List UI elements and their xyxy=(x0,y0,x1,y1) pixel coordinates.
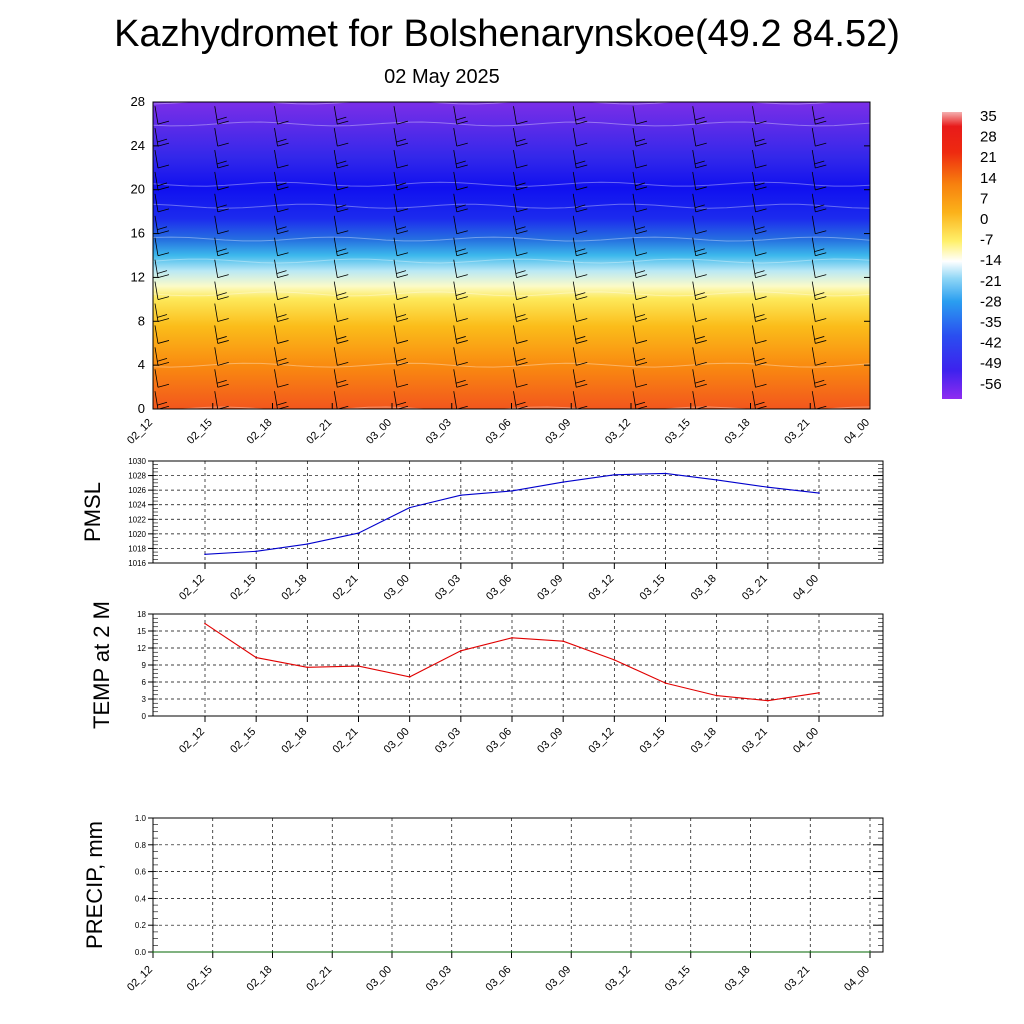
heatmap-y-tick-label: 0 xyxy=(137,401,145,416)
temp-x-tick-label: 03_03 xyxy=(432,725,463,756)
precip-x-tick-label: 03_06 xyxy=(483,963,514,994)
wind-barb-flag xyxy=(875,209,886,212)
heatmap-x-tick-label: 02_12 xyxy=(125,416,156,447)
precip-x-tick-label: 02_12 xyxy=(125,963,156,994)
precip-x-tick-label: 03_12 xyxy=(603,963,634,994)
heatmap-x-ticks xyxy=(125,403,872,447)
temp-data-point xyxy=(665,682,667,684)
temp-data-point xyxy=(562,640,564,642)
wind-barb-flag xyxy=(875,340,886,343)
wind-barb-staff xyxy=(872,128,875,146)
colorbar-label: -28 xyxy=(980,293,1002,311)
wind-barb-flag xyxy=(875,362,886,365)
colorbar xyxy=(942,108,1002,399)
temperature-heatmap-panel xyxy=(125,94,886,447)
temp-data-point xyxy=(409,676,411,678)
pmsl-y-axis-label: PMSL xyxy=(80,482,105,542)
colorbar-label: 35 xyxy=(980,108,997,125)
precip-data-point xyxy=(869,951,871,953)
precip-x-tick-label: 03_15 xyxy=(662,963,693,994)
wind-barb-staff xyxy=(872,369,875,387)
heatmap-x-tick-label: 03_21 xyxy=(782,416,813,447)
precip-data-point xyxy=(152,951,154,953)
temp-data-point xyxy=(204,623,206,625)
colorbar-label: -35 xyxy=(980,314,1002,331)
precip-y-tick-label: 0.8 xyxy=(134,840,146,850)
pmsl-x-tick-label: 02_15 xyxy=(228,572,259,603)
temp-y-tick-label: 6 xyxy=(141,678,146,687)
pmsl-data-point xyxy=(614,474,616,476)
colorbar-label: -14 xyxy=(980,252,1002,270)
pmsl-x-tick-label: 03_18 xyxy=(688,572,719,603)
heatmap-y-tick-label: 16 xyxy=(130,225,145,241)
wind-barb-staff xyxy=(872,260,875,278)
wind-barb-flag xyxy=(875,319,886,322)
temp-y-tick-label: 18 xyxy=(137,610,146,619)
temp-x-tick-label: 03_06 xyxy=(484,725,515,756)
pmsl-x-tick-label: 03_06 xyxy=(484,572,515,603)
pmsl-x-tick-label: 03_09 xyxy=(535,572,566,603)
temp-data-point xyxy=(716,695,718,697)
precip-x-tick-label: 03_18 xyxy=(722,963,753,994)
pmsl-x-tick-label: 02_21 xyxy=(330,572,361,603)
temp-y-tick-label: 12 xyxy=(137,644,146,653)
pmsl-x-tick-label: 03_03 xyxy=(432,572,463,603)
heatmap-x-tick-label: 03_06 xyxy=(483,416,514,447)
wind-barb xyxy=(872,369,886,387)
wind-barb xyxy=(872,216,886,234)
temp-x-tick-label: 03_15 xyxy=(637,725,668,756)
wind-barb-flag xyxy=(874,315,884,318)
precip-x-tick-label: 03_03 xyxy=(423,963,454,994)
colorbar-label: 14 xyxy=(980,169,997,187)
precip-panel xyxy=(82,814,883,994)
temp-y-tick-label: 3 xyxy=(141,695,146,704)
pmsl-data-point xyxy=(204,553,206,555)
heatmap-x-tick-label: 02_18 xyxy=(244,416,275,447)
colorbar-ramp xyxy=(942,112,962,399)
pmsl-data-point xyxy=(716,479,718,481)
precip-x-tick-label: 03_21 xyxy=(782,963,813,994)
precip-x-tick-label: 02_21 xyxy=(304,963,335,994)
wind-barb-flag xyxy=(875,384,886,387)
temp-y-tick-label: 15 xyxy=(137,627,146,636)
pmsl-data-point xyxy=(460,494,462,496)
heatmap-y-tick-label: 12 xyxy=(130,269,145,285)
wind-barb xyxy=(872,391,886,409)
wind-barb xyxy=(872,150,886,168)
pmsl-data-point xyxy=(255,551,257,553)
wind-barb xyxy=(872,325,886,343)
wind-barb-staff xyxy=(872,304,875,322)
pmsl-x-tick-label: 02_18 xyxy=(279,572,310,603)
wind-barb-staff xyxy=(872,347,875,365)
colorbar-label: -21 xyxy=(980,272,1002,290)
wind-barb-staff xyxy=(872,150,875,168)
precip-x-tick-label: 03_09 xyxy=(543,963,574,994)
wind-barb-flag xyxy=(875,165,886,168)
precip-data-point xyxy=(272,951,274,953)
heatmap-x-tick-label: 04_00 xyxy=(842,416,873,447)
wind-barb-staff xyxy=(872,238,875,256)
temp-x-tick-label: 04_00 xyxy=(791,725,822,756)
precip-data-point xyxy=(690,951,692,953)
wind-barb-flag xyxy=(875,275,886,278)
wind-barb-flag xyxy=(875,297,886,300)
wind-barb-flag xyxy=(875,231,886,234)
temp-y-tick-label: 9 xyxy=(141,661,146,670)
wind-barb-flag xyxy=(875,253,886,256)
pmsl-x-tick-label: 03_00 xyxy=(381,572,412,603)
heatmap-y-tick-label: 8 xyxy=(137,313,145,329)
pmsl-x-tick-label: 03_15 xyxy=(637,572,668,603)
heatmap-x-tick-label: 03_15 xyxy=(662,416,693,447)
heatmap-x-tick-label: 03_03 xyxy=(423,416,454,447)
pmsl-y-tick-label: 1022 xyxy=(128,515,146,525)
pmsl-data-point xyxy=(409,507,411,509)
pmsl-x-tick-label: 04_00 xyxy=(791,572,822,603)
colorbar-label: 28 xyxy=(980,128,997,146)
precip-frame xyxy=(153,818,883,952)
heatmap-x-tick-label: 03_18 xyxy=(722,416,753,447)
precip-data-point xyxy=(809,951,811,953)
wind-barb-flag xyxy=(874,402,884,405)
wind-barb xyxy=(872,128,886,146)
wind-barb-flag xyxy=(875,187,886,190)
heatmap-y-tick-label: 28 xyxy=(130,94,145,109)
wind-barb-flag xyxy=(874,183,884,186)
wind-barb xyxy=(872,260,886,278)
wind-barb-flag xyxy=(874,139,884,142)
colorbar-label: 0 xyxy=(980,211,989,228)
wind-barb xyxy=(872,172,886,190)
precip-y-tick-label: 0.4 xyxy=(134,894,146,904)
pmsl-data-point xyxy=(767,486,769,488)
temp-y-tick-label: 0 xyxy=(141,712,146,721)
wind-barb-staff xyxy=(872,282,875,300)
colorbar-labels xyxy=(980,108,1002,393)
precip-data-point xyxy=(750,951,752,953)
pmsl-panel xyxy=(80,457,883,603)
precip-data-point xyxy=(212,951,214,953)
pmsl-y-tick-label: 1018 xyxy=(128,544,146,554)
heatmap-x-tick-label: 02_21 xyxy=(304,416,335,447)
colorbar-label: -56 xyxy=(980,375,1002,393)
pmsl-data-point xyxy=(511,490,513,492)
wind-barb-staff xyxy=(872,216,875,234)
pmsl-data-point xyxy=(358,532,360,534)
pmsl-y-tick-label: 1016 xyxy=(128,559,146,568)
wind-barb xyxy=(872,106,886,124)
precip-data-point xyxy=(331,951,333,953)
precip-y-tick-label: 0.2 xyxy=(134,921,146,931)
pmsl-y-tick-label: 1020 xyxy=(128,529,146,539)
pmsl-y-tick-label: 1026 xyxy=(128,486,146,496)
temp-data-point xyxy=(511,637,513,639)
wind-barb xyxy=(872,238,886,256)
chart-title: Kazhydromet for Bolshenarynskoe(49.2 84.52) xyxy=(114,13,900,55)
precip-y-tick-label: 0.0 xyxy=(134,948,146,957)
pmsl-data-point xyxy=(562,481,564,483)
wind-barb-staff xyxy=(872,172,875,190)
precip-data-point xyxy=(451,951,453,953)
precip-data-point xyxy=(391,951,393,953)
wind-barb-staff xyxy=(872,194,875,212)
chart-subtitle: 02 May 2025 xyxy=(384,66,500,88)
precip-x-tick-label: 03_00 xyxy=(364,963,395,994)
precip-data-point xyxy=(630,951,632,953)
temp-2m-panel xyxy=(89,601,883,756)
precip-x-tick-label: 02_15 xyxy=(184,963,215,994)
precip-x-tick-label: 02_18 xyxy=(244,963,275,994)
wind-barb xyxy=(872,194,886,212)
temp-x-tick-label: 02_15 xyxy=(228,725,259,756)
precip-y-axis-label: PRECIP, mm xyxy=(82,821,107,949)
temp-x-tick-label: 03_00 xyxy=(381,725,412,756)
heatmap-x-tick-label: 03_09 xyxy=(543,416,574,447)
wind-barb xyxy=(872,304,886,322)
wind-barb-flag xyxy=(875,143,886,146)
colorbar-label: -49 xyxy=(980,355,1002,373)
precip-data-point xyxy=(511,951,513,953)
temp-x-tick-label: 02_12 xyxy=(177,725,208,756)
temp-x-tick-label: 03_18 xyxy=(688,725,719,756)
temp-x-tick-label: 03_21 xyxy=(739,725,770,756)
heatmap-y-tick-label: 24 xyxy=(130,137,145,153)
heatmap-x-tick-label: 03_12 xyxy=(603,416,634,447)
temp-data-point xyxy=(460,650,462,652)
temp-data-point xyxy=(307,666,309,668)
pmsl-data-point xyxy=(818,492,820,494)
precip-y-tick-label: 1.0 xyxy=(134,814,146,823)
temp-x-tick-label: 03_12 xyxy=(586,725,617,756)
pmsl-y-tick-label: 1024 xyxy=(128,500,146,510)
pmsl-y-tick-label: 1030 xyxy=(128,457,146,466)
colorbar-label: -7 xyxy=(980,231,994,249)
pmsl-data-point xyxy=(665,473,667,475)
temp-y-axis-label: TEMP at 2 M xyxy=(89,601,114,729)
wind-barb xyxy=(872,282,886,300)
temp-data-point xyxy=(614,659,616,661)
precip-x-tick-label: 04_00 xyxy=(842,963,873,994)
pmsl-x-tick-label: 03_12 xyxy=(586,572,617,603)
temp-data-point xyxy=(818,692,820,694)
heatmap-x-tick-label: 03_00 xyxy=(364,416,395,447)
pmsl-y-tick-label: 1028 xyxy=(128,471,146,481)
temp-x-tick-label: 02_21 xyxy=(330,725,361,756)
wind-barb xyxy=(872,347,886,365)
temp-data-point xyxy=(255,657,257,659)
wind-barb-flag xyxy=(875,121,886,124)
pmsl-x-tick-label: 03_21 xyxy=(739,572,770,603)
wind-barb-staff xyxy=(872,391,875,409)
wind-barb-flag xyxy=(875,406,886,409)
heatmap-y-tick-label: 4 xyxy=(137,357,145,373)
pmsl-frame xyxy=(153,461,883,563)
heatmap-y-tick-label: 20 xyxy=(130,181,145,197)
temp-data-point xyxy=(767,700,769,702)
precip-data-point xyxy=(570,951,572,953)
temp-data-point xyxy=(358,665,360,667)
colorbar-label: -42 xyxy=(980,334,1002,352)
pmsl-data-point xyxy=(307,543,309,545)
wind-barb-flag xyxy=(874,227,884,230)
precip-y-tick-label: 0.6 xyxy=(134,867,146,877)
pmsl-x-tick-label: 02_12 xyxy=(177,572,208,603)
temp-x-tick-label: 03_09 xyxy=(535,725,566,756)
wind-barb-flag xyxy=(874,358,884,361)
heatmap-x-tick-label: 02_15 xyxy=(184,416,215,447)
colorbar-label: 7 xyxy=(980,190,989,208)
temp-x-tick-label: 02_18 xyxy=(279,725,310,756)
wind-barb-flag xyxy=(874,271,884,274)
colorbar-label: 21 xyxy=(980,149,997,167)
wind-barb-staff xyxy=(872,325,875,343)
wind-barb-staff xyxy=(872,106,875,124)
